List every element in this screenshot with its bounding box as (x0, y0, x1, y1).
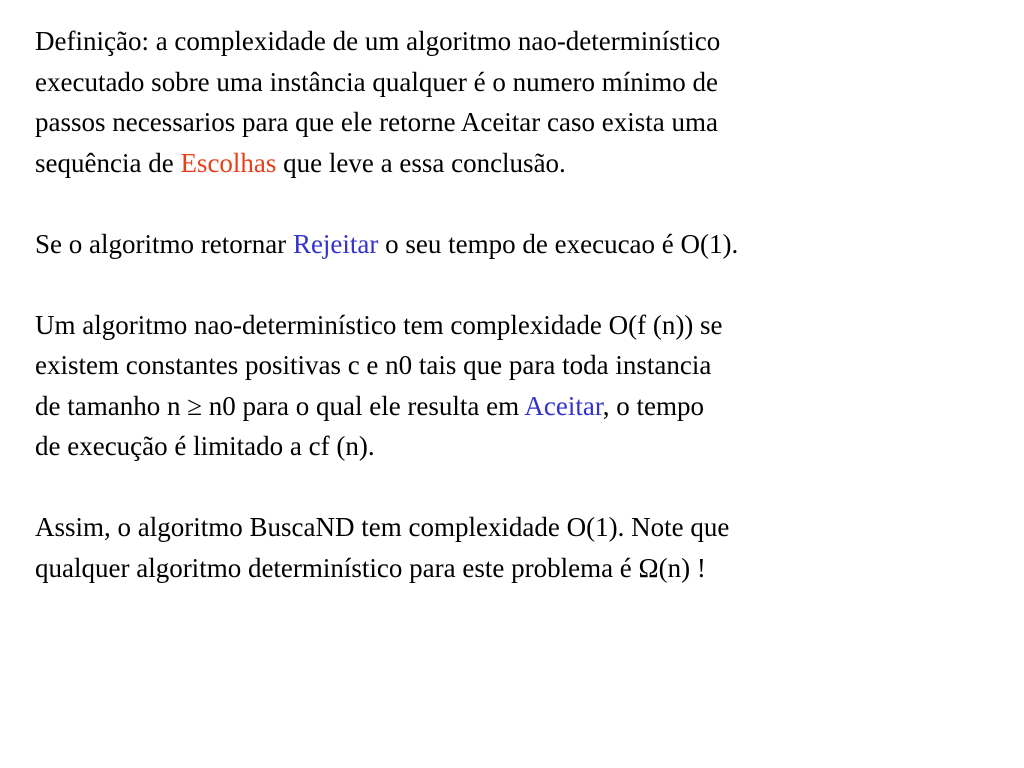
conclusion-line-1: Assim, o algoritmo BuscaND tem complexidade O(1). Note que (35, 512, 730, 542)
complexity-line-3-pre: de tamanho n ≥ n0 para o qual ele resulta em (35, 390, 525, 421)
reject-pre: Se o algoritmo retornar (35, 228, 293, 259)
reject-post: o seu tempo de execucao é O(1). (378, 228, 739, 259)
reject-paragraph (35, 224, 995, 265)
complexity-line-3 (35, 386, 995, 427)
escolhas-highlight: Escolhas (180, 147, 277, 178)
definition-line-4-pre: sequência de (35, 147, 181, 178)
paragraph-spacer (35, 183, 995, 224)
complexity-line-3-post: , o tempo (602, 390, 705, 421)
definition-paragraph (35, 21, 995, 183)
conclusion-line-2: qualquer algoritmo determinístico para este problema é Ω(n) ! (35, 552, 706, 583)
complexity-line-4: de execução é limitado a cf (n). (35, 431, 375, 461)
definition-line-1: Definição: a complexidade de um algoritmo nao-determinístico (35, 26, 721, 56)
rejeitar-highlight: Rejeitar (292, 228, 379, 259)
complexity-line-1: Um algoritmo nao-determinístico tem complexidade O(f (n)) se (35, 309, 723, 340)
paragraph-spacer (35, 467, 995, 508)
definition-line-2: executado sobre uma instância qualquer é o numero mínimo de (35, 66, 719, 97)
reject-line (35, 224, 995, 265)
conclusion-paragraph (35, 507, 995, 588)
definition-line-4 (35, 143, 995, 184)
paragraph-spacer (35, 264, 995, 305)
slide-content (35, 21, 995, 588)
complexity-line-2: existem constantes positivas c e n0 tais que para toda instancia (35, 350, 712, 380)
definition-line-4-post: que leve a essa conclusão. (276, 147, 566, 178)
definition-line-3: passos necessarios para que ele retorne Aceitar caso exista uma (35, 107, 718, 137)
aceitar-highlight: Aceitar (524, 390, 603, 421)
complexity-definition-paragraph (35, 305, 995, 467)
